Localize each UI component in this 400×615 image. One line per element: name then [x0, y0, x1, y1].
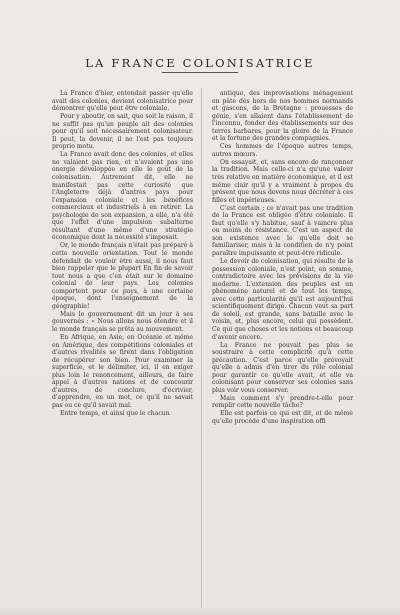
paragraph: Mais comment s'y prendre-t-elle pour remplir cette nouvelle tâche? [212, 394, 353, 410]
page-bottom-edge [0, 609, 400, 615]
paragraph: On essayait, et, sans encore de rançonner la tradition. Mais celle-ci n'a qu'une valeur très relative en matière économique, et il est même clair qu'il y a vraiment à propos du présent que nous devons nous décréter à ces filles et impérieuses. [212, 158, 353, 204]
paragraph: Pour y aboutir, on sait, que soit la raison, il ne suffit pas qu'un peuple ait des colonies pour qu'il soit nécessairement colonisateur. Il peut, la devenir, il ne l'est pas toujours proprio motu. [52, 113, 193, 151]
paragraph: Or, le monde français n'était pas préparé à cette nouvelle orientation. Tout le monde défendait de vouloir être aussi, il nous faut bien rappeler que le plupart En fin de savoir tout nous a que c'en était sur le domaine colonial de leur pays. Les colonies comportent pour ce pays, à une certaine époque, dont l'enseignement de la géographie! [52, 242, 193, 310]
paragraph: antique, des improvisations ménageaient en pâte des hors de nos hommes normands et gascons, de la Bretagne : prouesses de génie, s'en allaient dans l'établissement de l'inconnu, fonder des établissements sur des terres barbares, pour la gloire de la France et la fortune des grandes compagnies. [212, 90, 353, 143]
paragraph: Mais le gouvernement dit un jour à ses gouvernés : « Nous allons nous étendre et il le monde français se prêta au mouvement. [52, 310, 193, 333]
paragraph: Ces hommes de l'époque autres temps, autres mœurs. [212, 143, 353, 158]
left-column [52, 90, 193, 418]
paragraph: La France ne pouvait pas plus se soustraire à cette complicité qu'à cette précaution. C'est parce qu'elle prévoyait qu'elle a admis d'en tirer du rôle colonial pour garantir ce qu'elle avait, et elle va colonisant pour conserver ses colonies sans plus voir vous conserver. [212, 341, 353, 394]
title-rule [162, 72, 238, 73]
paragraph: Le devoir de colonisation, qui résulte de la possession coloniale, n'est point, en somme, contradictoire avec les prévisions de la vie moderne. L'extension des peuples est un phénomène naturel et de tout les temps, avec cette particularité qu'il est aujourd'hui scientifiquement dirigé. Chacun veut sa part de soleil, est grande, sans bataille avec le voisin, et, plus encore, celui qui possèdent. Ce qui que choses et les notions et beaucoup d'avenir encore. [212, 258, 353, 341]
paragraph: C'est certain ; ce n'avait pas une tradition de la France est obligée d'être coloniale. Il faut qu'elle s'y habitue, sauf à vaincre plus ou moins de résistance. C'est un aspect de son existence avec le qu'elle doit se familiariser, mais à la condition de n'y point paraître impuissante et peut-être ridicule. [212, 204, 353, 257]
column-gutter [201, 88, 202, 608]
right-column [212, 90, 353, 426]
paragraph: En Afrique, en Asie, en Océanie et même en Amérique, des compétitions coloniales et d'autres rivalités se firent dans l'obligation de récupérer son bien. Pour examiner la superficie, et le délimiter, ici, il en exiger plus loin le renoncement, ailleurs, de faire appel à d'autres nations et de concourir d'autres, de conclure, d'écrivier, d'apprendre, en un mot, ce qu'il ne savait pas ou ce qu'il savait mal. [52, 334, 193, 409]
paragraph: Entre temps, et ainsi que le chacun [60, 409, 170, 417]
paragraph: Elle est parfois ce qui est dit, et de même qu'elle procède d'une inspiration offi [212, 410, 353, 426]
page-title: LA FRANCE COLONISATRICE [85, 56, 315, 70]
paragraph: La France d'hier, entendait passer qu'elle avait des colonies, devient colonisatrice pour démontrer qu'elle peut être coloniale. [52, 90, 193, 113]
paragraph: La France avait donc des colonies, et elles ne valaient pas rien, et n'avaient pas une énergie développée en elle le goût de la colonisation. Autrement dit, elle ne manifestait pas cette curiosité que l'Angleterre déjà d'antres pays pour l'expansion coloniale et les bénéfices commerciaux et industriels à en retirer. La psychologie de son expansion, a elle, n'a été que l'effet d'une impulsion subalterne résultant d'une même d'une stratégie économique dont la nécessité s'imposait. [52, 151, 193, 242]
